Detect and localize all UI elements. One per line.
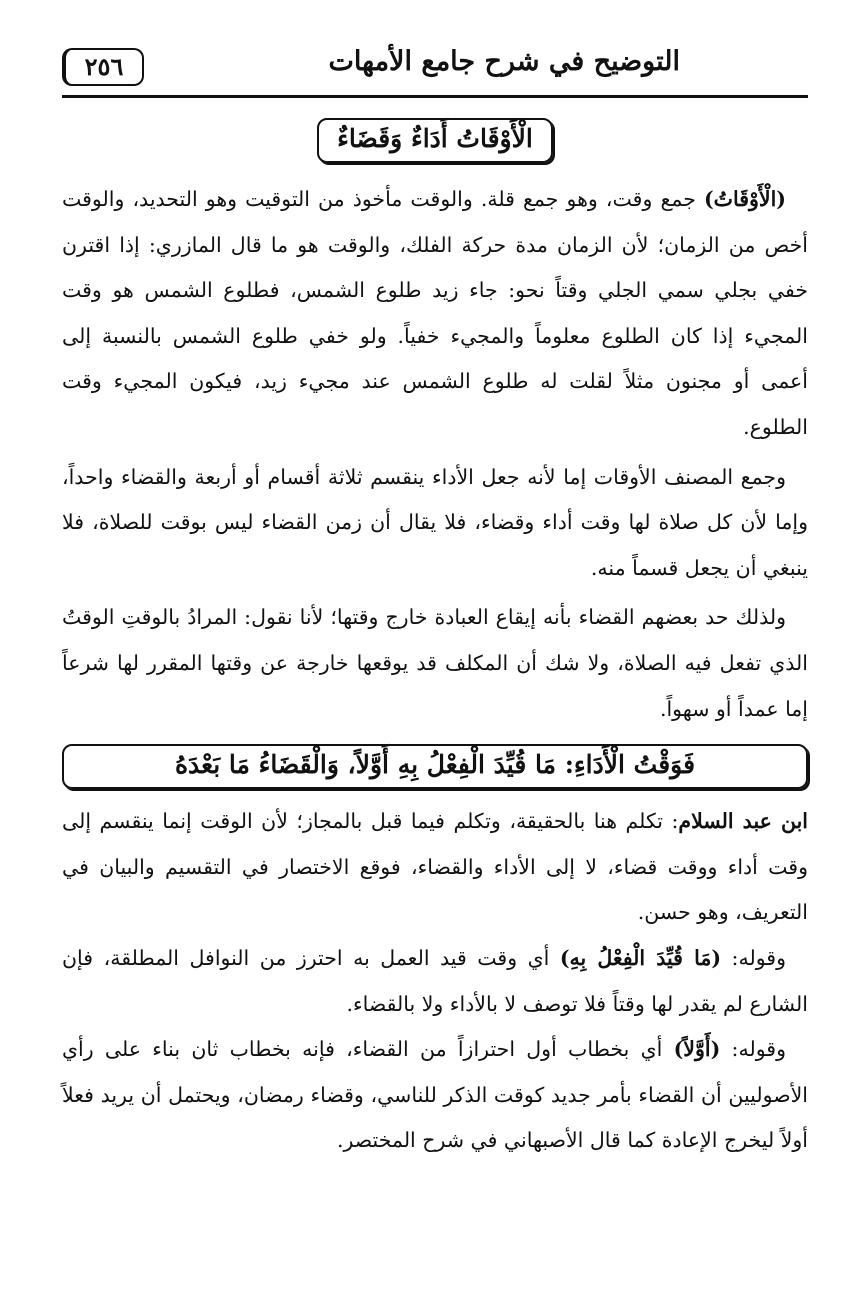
running-title: التوضيح في شرح جامع الأمهات (328, 46, 680, 77)
paragraph-qayyada (62, 936, 808, 1027)
term-awwalan: (أَوَّلاً) (673, 1037, 721, 1062)
paragraph-lead: وقوله: (721, 945, 786, 970)
paragraph-lead: وقوله: (720, 1037, 786, 1062)
section-heading-ada-time: فَوَقْتُ الْأَدَاءِ: مَا قُيِّدَ الْفِعْلُ بِهِ أَوَّلاً، وَالْقَضَاءُ مَا بَعْدَهُ (62, 744, 808, 789)
paragraph-definition-time (62, 177, 808, 451)
paragraph-text: أي وقت قيد العمل به احترز من النوافل المطلقة، فإن الشارع لم يقدر لها وقتاً فلا توصف لا بالأداء ولا بالقضاء. (62, 945, 808, 1016)
paragraph-plural-reason: وجمع المصنف الأوقات إما لأنه جعل الأداء ينقسم ثلاثة أقسام أو أربعة والقضاء واحداً، وإما لأن كل صلاة لها وقت أداء وقضاء، فلا يقال أن زمن القضاء ليس بوقت للصلاة، فلا ينبغي أن يجعل قسماً منه. (62, 464, 808, 580)
paragraph-awwalan (62, 1027, 808, 1164)
term-ibn-abd-alsalam: ابن عبد السلام (678, 809, 808, 834)
paragraph-text: أي بخطاب أول احترازاً من القضاء، فإنه بخطاب ثان بناء على رأي الأصوليين أن القضاء بأمر جديد كوقت الذكر للناسي، وقضاء رمضان، ويحتمل أن يريد فعلاً أولاً ليخرج الإعادة كما قال الأصبهاني في شرح المختصر. (62, 1037, 808, 1153)
section-heading-times: الْأَوْقَاتُ أَدَاءٌ وَقَضَاءٌ (317, 118, 553, 163)
term-times: (الْأَوْقَاتُ) (703, 187, 786, 211)
page-number: ٢٥٦ (62, 48, 144, 86)
term-qayyada: (مَا قُيِّدَ الْفِعْلُ بِهِ) (559, 945, 722, 970)
page-header (62, 40, 808, 98)
paragraph-ibn-abd-alsalam (62, 799, 808, 936)
paragraph-text: جمع وقت، وهو جمع قلة. والوقت مأخوذ من التوقيت وهو التحديد، والوقت أخص من الزمان؛ لأن الزمان مدة حركة الفلك، والوقت هو ما قال المازري: إذا اقترن خفي بجلي سمي الجلي وقتاً نحو: جاء زيد طلوع الشمس، فطلوع الشمس هو وقت المجيء إذا كان الطلوع معلوماً والمجيء خفياً. ولو خفي طلوع الشمس بالنسبة إلى أعمى أو مجنون مثلاً لقلت له طلوع الشمس عند مجيء زيد، فيكون المجيء وقت الطلوع. (62, 187, 808, 439)
paragraph-text: : تكلم هنا بالحقيقة، وتكلم فيما قبل بالمجاز؛ لأن الوقت إنما ينقسم إلى وقت أداء ووقت قضاء، لا إلى الأداء والقضاء، فوقع الاختصار في التقسيم والبيان في التعريف، وهو حسن. (62, 809, 808, 925)
book-page (62, 40, 808, 1260)
paragraph-qada-definition: ولذلك حد بعضهم القضاء بأنه إيقاع العبادة خارج وقتها؛ لأنا نقول: المرادُ بالوقتِ الوقتُ الذي تفعل فيه الصلاة، ولا شك أن المكلف قد يوقعها خارجة عن وقتها المقرر لها شرعاً إما عمداً أو سهواً. (62, 605, 808, 721)
